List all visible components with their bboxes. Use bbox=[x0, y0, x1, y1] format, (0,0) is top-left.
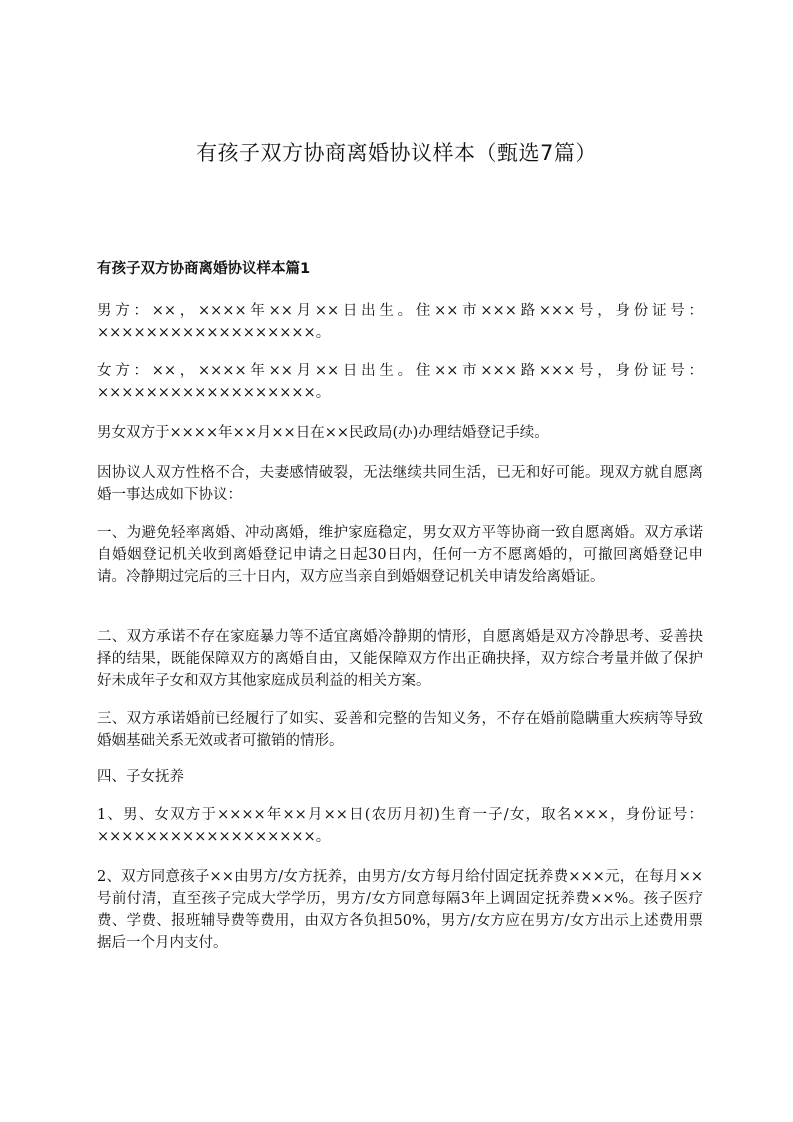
paragraph-marriage-registration bbox=[97, 422, 703, 444]
paragraph-text: 男方：××，××××年××月××日出生。住××市×××路×××号，身份证号：××××××××××××××××××。 bbox=[97, 303, 703, 341]
paragraph-clause-1 bbox=[97, 522, 703, 588]
paragraph-female-party bbox=[97, 360, 703, 404]
paragraph-text: 三、双方承诺婚前已经履行了如实、妥善和完整的告知义务，不存在婚前隐瞒重大疾病等导致婚姻基础关系无效或者可撤销的情形。 bbox=[97, 711, 703, 749]
paragraph-text: 2、双方同意孩子××由男方/女方抚养，由男方/女方每月给付固定抚养费×××元，在每月××号前付清，直至孩子完成大学学历，男方/女方同意每隔3年上调固定抚养费××%。孩子医疗费、学费、报班辅导费等费用，由双方各负担50%，男方/女方应在男方/女方出示上述费用票据后一个月内支付。 bbox=[97, 869, 703, 951]
paragraph-child-support bbox=[97, 866, 703, 954]
paragraph-clause-4-heading bbox=[97, 766, 703, 788]
paragraph-male-party bbox=[97, 300, 703, 344]
paragraph-text: 因协议人双方性格不合，夫妻感情破裂，无法继续共同生活，已无和好可能。现双方就自愿离婚一事达成如下协议： bbox=[97, 465, 703, 503]
paragraph-clause-2 bbox=[97, 626, 703, 692]
paragraph-child-birth bbox=[97, 804, 703, 848]
paragraph-text: 男女双方于××××年××月××日在××民政局(办)办理结婚登记手续。 bbox=[97, 425, 549, 441]
paragraph-clause-3 bbox=[97, 708, 703, 752]
document-title: 有孩子双方协商离婚协议样本（甄选7篇） bbox=[196, 141, 597, 165]
paragraph-text: 1、男、女双方于××××年××月××日(农历月初)生育一子/女，取名×××，身份证号：××××××××××××××××××。 bbox=[97, 807, 703, 845]
paragraph-text: 一、为避免轻率离婚、冲动离婚，维护家庭稳定，男女双方平等协商一致自愿离婚。双方承诺自婚姻登记机关收到离婚登记申请之日起30日内，任何一方不愿离婚的，可撤回离婚登记申请。冷静期过完后的三十日内，双方应当亲自到婚姻登记机关申请发给离婚证。 bbox=[97, 525, 703, 585]
paragraph-text: 女方：××，××××年××月××日出生。住××市×××路×××号，身份证号：××××××××××××××××××。 bbox=[97, 363, 703, 401]
paragraph-reason bbox=[97, 462, 703, 506]
paragraph-text: 二、双方承诺不存在家庭暴力等不适宜离婚冷静期的情形，自愿离婚是双方冷静思考、妥善抉择的结果，既能保障双方的离婚自由，又能保障双方作出正确抉择，双方综合考量并做了保护好未成年子女和双方其他家庭成员利益的相关方案。 bbox=[97, 629, 703, 689]
section-heading: 有孩子双方协商离婚协议样本篇1 bbox=[97, 261, 311, 277]
paragraph-text: 四、子女抚养 bbox=[97, 769, 184, 785]
